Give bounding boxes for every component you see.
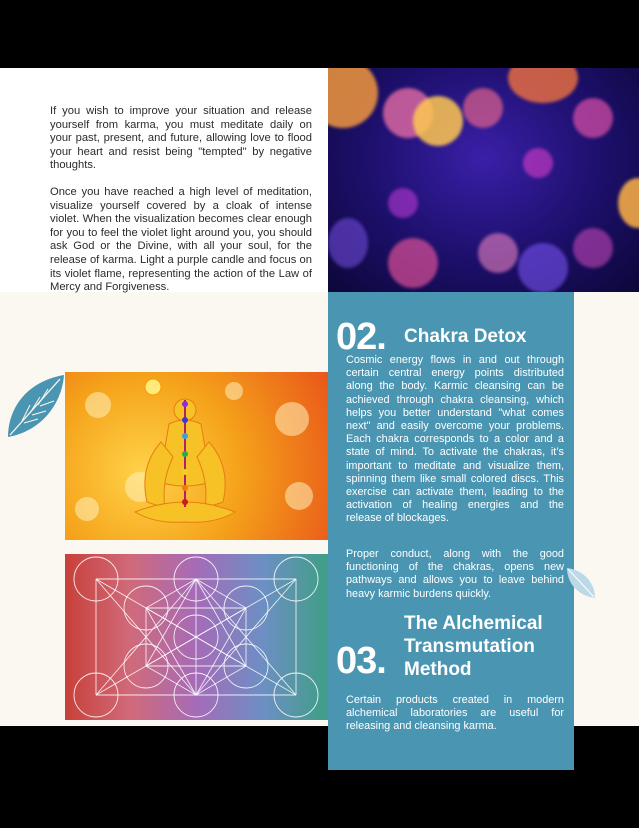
section-2-paragraph-2: Proper conduct, along with the good functioning of the chakras, opens new pathways and allows you to leave behind heavy karmic burdens quickly. bbox=[346, 548, 564, 600]
leaf-icon-right bbox=[565, 566, 597, 600]
section-3-title-line-1: The Alchemical bbox=[404, 613, 543, 634]
meditation-chakra-image bbox=[65, 372, 328, 540]
section-3-title-line-2: Transmutation bbox=[404, 636, 535, 657]
section-2-title: Chakra Detox bbox=[404, 326, 527, 347]
section-3-title bbox=[404, 612, 543, 681]
section-2-number: 02. bbox=[336, 316, 386, 358]
section-2-paragraph-1: Cosmic energy flows in and out through certain central energy points distributed along the body. Karmic cleansing can be achieved through chakra cleansing, which helps you better understand "what comes next" and easily overcome your problems. Each chakra corresponds to a color and a state of mind. To activate the chakras, it’s important to meditate and visualize them, spinning them like small colored discs. This exercise can activate them, leading to the activation of healing energies and the release of blockages. bbox=[346, 354, 564, 525]
chakra-detox-panel bbox=[328, 292, 574, 770]
intro-paragraph-2: Once you have reached a high level of meditation, visualize yourself covered by a cloak of intense violet. When the visualization becomes clear enough for you to feel the violet light around you, you should ask God or the Divine, with all your soul, for the release of karma. Light a purple candle and focus on its violet flame, representing the action of the Law of Mercy and Forgiveness. bbox=[50, 185, 312, 294]
intro-text bbox=[50, 105, 312, 308]
section-3-title-line-3: Method bbox=[404, 659, 472, 680]
violet-bokeh-image bbox=[328, 68, 639, 292]
section-3-paragraph-1: Certain products created in modern alchemical laboratories are useful for releasing and cleansing karma. bbox=[346, 694, 564, 733]
section-3-number: 03. bbox=[336, 640, 386, 682]
metatron-cube-image bbox=[65, 554, 328, 720]
intro-paragraph-1: If you wish to improve your situation and release yourself from karma, you must meditate daily on your past, present, and future, allowing love to flood your heart and resist being "tempted" by negative thoughts. bbox=[50, 105, 312, 172]
leaf-icon-left bbox=[4, 373, 66, 441]
